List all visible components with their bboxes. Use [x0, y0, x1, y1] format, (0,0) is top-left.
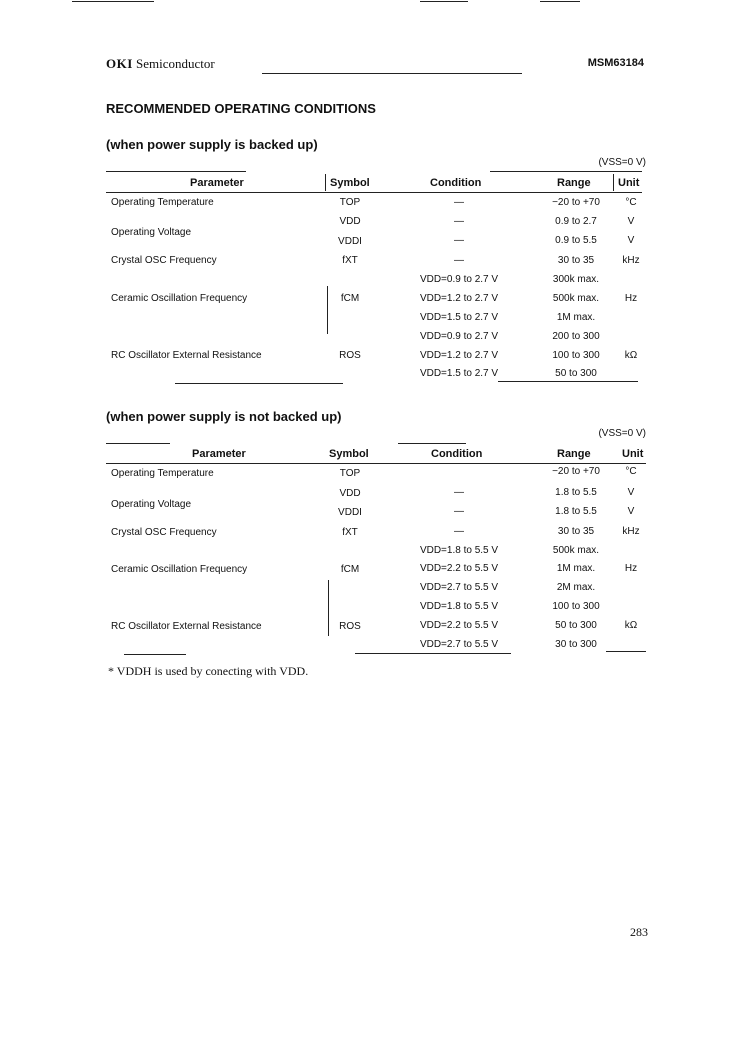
table-row-condition: VDD=1.2 to 2.7 V — [419, 293, 499, 304]
table2-header-parameter: Parameter — [192, 448, 246, 460]
table-row-unit: °C — [625, 197, 637, 208]
table-row-parameter: RC Oscillator External Resistance — [111, 350, 262, 361]
table-row-range: 2M max. — [556, 582, 596, 593]
scan-mark — [72, 1, 154, 2]
table1-header-range: Range — [557, 177, 591, 189]
table2-bottom-rule — [355, 653, 511, 654]
table-row-parameter: Operating Voltage — [111, 227, 192, 238]
table-row-parameter: Operating Temperature — [111, 197, 214, 208]
table-row-condition: VDD=2.2 to 5.5 V — [419, 620, 499, 631]
table-row-condition: VDD=2.7 to 5.5 V — [419, 639, 499, 650]
table2-bottom-rule — [606, 651, 646, 652]
table-row-parameter: Operating Temperature — [111, 468, 214, 479]
table-row-unit: V — [627, 506, 635, 517]
table-row-condition: — — [454, 526, 464, 537]
table-row-range: 300k max. — [552, 274, 600, 285]
table-row-condition: VDD=1.8 to 5.5 V — [419, 601, 499, 612]
table-row-symbol: VDDI — [338, 236, 362, 247]
page-number: 283 — [630, 925, 648, 939]
table2-header-rule — [106, 463, 646, 464]
table1-header-parameter: Parameter — [190, 177, 244, 189]
table2-top-rule — [398, 443, 466, 444]
table-row-range: 1.8 to 5.5 — [555, 487, 597, 498]
table-row-unit: Hz — [624, 293, 638, 304]
table-row-parameter: RC Oscillator External Resistance — [111, 621, 262, 632]
table-row-condition: — — [454, 506, 464, 517]
table1-top-rule — [490, 171, 642, 172]
table-row-symbol: ROS — [339, 621, 361, 632]
table-row-symbol: fXT — [342, 527, 358, 538]
table2-header-condition: Condition — [431, 448, 483, 460]
table-row-condition: VDD=0.9 to 2.7 V — [419, 331, 499, 342]
section-title: RECOMMENDED OPERATING CONDITIONS — [106, 101, 376, 116]
table-row-range: −20 to +70 — [552, 466, 600, 477]
table-row-parameter: Ceramic Oscillation Frequency — [111, 293, 248, 304]
table-row-symbol: VDD — [339, 216, 361, 227]
table1-subtitle: (when power supply is backed up) — [106, 137, 318, 152]
table-row-unit: kHz — [622, 255, 640, 266]
table-row-symbol: ROS — [339, 350, 361, 361]
part-number: MSM63184 — [587, 57, 644, 69]
table-row-symbol: fCM — [340, 293, 360, 304]
table-row-range: 1.8 to 5.5 — [555, 506, 597, 517]
footnote: * VDDH is used by conecting with VDD. — [108, 664, 309, 678]
table-row-condition: VDD=1.5 to 2.7 V — [419, 368, 499, 379]
table-row-range: 1M max. — [556, 563, 596, 574]
table-row-condition: VDD=2.7 to 5.5 V — [419, 582, 499, 593]
table2-header-range: Range — [557, 448, 591, 460]
table1-header-symbol: Symbol — [330, 177, 370, 189]
table-row-unit: kΩ — [624, 350, 638, 361]
table-row-symbol: VDDI — [338, 507, 362, 518]
table2-header-unit: Unit — [622, 448, 644, 460]
table1-column-divider — [613, 174, 614, 191]
table-row-condition: VDD=2.2 to 5.5 V — [419, 563, 499, 574]
table1-vss-note: (VSS=0 V) — [598, 157, 646, 168]
table-row-unit: Hz — [624, 563, 638, 574]
scan-mark — [420, 1, 468, 2]
table1-bottom-rule — [175, 383, 343, 384]
table2-vss-note: (VSS=0 V) — [598, 428, 646, 439]
table-row-range: 0.9 to 2.7 — [555, 216, 597, 227]
table1-top-rule — [106, 171, 246, 172]
table-row-symbol: fXT — [342, 255, 358, 266]
table-row-condition: VDD=1.8 to 5.5 V — [419, 545, 499, 556]
table1-header-unit: Unit — [618, 177, 640, 189]
table-row-range: −20 to +70 — [552, 197, 600, 208]
table-row-range: 30 to 300 — [555, 639, 597, 650]
table-row-condition: — — [454, 216, 464, 227]
table-row-condition: — — [454, 235, 464, 246]
table-row-range: 500k max. — [552, 545, 600, 556]
table-row-unit: V — [627, 487, 635, 498]
table-row-range: 50 to 300 — [555, 368, 597, 379]
brand-semiconductor: Semiconductor — [136, 56, 215, 71]
table-row-condition: VDD=1.5 to 2.7 V — [419, 312, 499, 323]
table-row-unit: V — [627, 216, 635, 227]
table-row-symbol: TOP — [339, 197, 361, 208]
table-row-unit: V — [627, 235, 635, 246]
table-row-range: 200 to 300 — [552, 331, 600, 342]
table-row-range: 1M max. — [556, 312, 596, 323]
table-row-range: 30 to 35 — [557, 526, 595, 537]
table-row-condition: VDD=1.2 to 2.7 V — [419, 350, 499, 361]
table-row-range: 500k max. — [552, 293, 600, 304]
table-row-unit: kΩ — [624, 620, 638, 631]
scan-mark — [540, 1, 580, 2]
table2-subtitle: (when power supply is not backed up) — [106, 409, 342, 424]
table-row-symbol: fCM — [340, 564, 360, 575]
table2-header-symbol: Symbol — [329, 448, 369, 460]
brand-logo — [106, 56, 215, 72]
table-row-range: 30 to 35 — [557, 255, 595, 266]
table-row-unit: °C — [625, 466, 637, 477]
table-row-parameter: Crystal OSC Frequency — [111, 255, 217, 266]
table2-top-rule — [106, 443, 170, 444]
table-row-condition: — — [454, 487, 464, 498]
table-row-range: 100 to 300 — [552, 601, 600, 612]
table-row-range: 0.9 to 5.5 — [555, 235, 597, 246]
table1-header-condition: Condition — [430, 177, 482, 189]
table1-column-divider — [325, 174, 326, 191]
table-row-parameter: Operating Voltage — [111, 499, 192, 510]
brand-oki: OKI — [106, 56, 133, 71]
table1-header-rule — [106, 192, 642, 193]
table-row-range: 100 to 300 — [552, 350, 600, 361]
table-row-condition: — — [454, 197, 464, 208]
table-row-parameter: Ceramic Oscillation Frequency — [111, 564, 248, 575]
table-row-range: 50 to 300 — [555, 620, 597, 631]
table1-bottom-rule — [498, 381, 638, 382]
table-row-symbol: VDD — [339, 488, 361, 499]
table-row-symbol: TOP — [339, 468, 361, 479]
footnote-rule — [124, 654, 186, 655]
header-rule — [262, 73, 522, 74]
table-row-parameter: Crystal OSC Frequency — [111, 527, 217, 538]
table-row-condition: VDD=0.9 to 2.7 V — [419, 274, 499, 285]
table-row-unit: kHz — [622, 526, 640, 537]
table-row-condition: — — [454, 255, 464, 266]
